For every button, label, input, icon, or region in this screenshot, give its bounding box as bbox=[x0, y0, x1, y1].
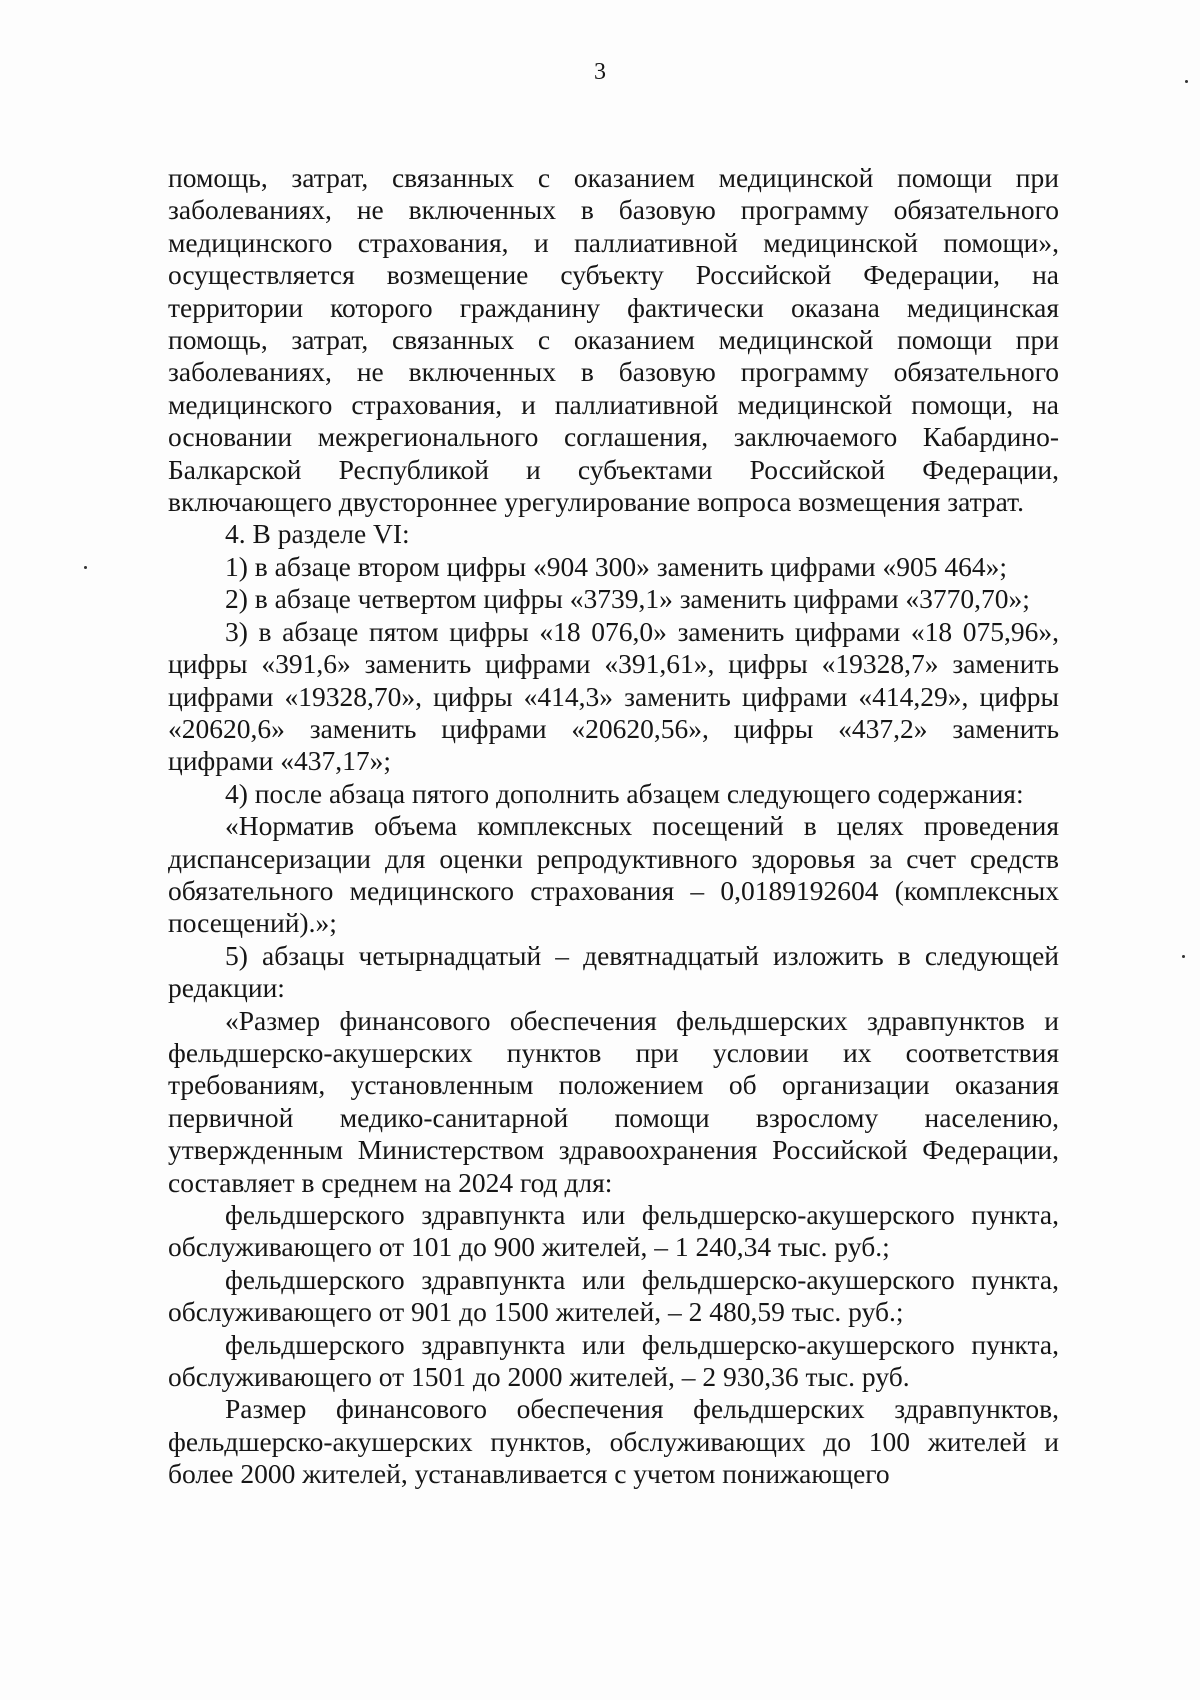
paragraph-4: 2) в абзаце четвертом цифры «3739,1» заменить цифрами «3770,70»; bbox=[225, 583, 1030, 615]
paragraph-10: фельдшерского здравпункта или фельдшерско-акушерского пункта, обслуживающего от 101 до 900 жителей, – 1 240,34 тыс. руб.; bbox=[168, 1199, 1059, 1263]
paragraph-3: 1) в абзаце втором цифры «904 300» заменить цифрами «905 464»; bbox=[225, 550, 1008, 582]
paragraph-6: 4) после абзаца пятого дополнить абзацем следующего содержания: bbox=[225, 777, 1024, 809]
paragraph-1: помощь, затрат, связанных с оказанием медицинской помощи при заболеваниях, не включенных в базовую программу обязательного медицинского страхования, и паллиативной медицинской помощи», осуществляется возмещение субъекту Российской Федерации, на территории которого гражданину фактически оказана медицинская помощь, затрат, связанных с оказанием медицинской помощи при заболеваниях, не включенных в базовую программу обязательного медицинского страхования, и паллиативной медицинской помощи, на основании межрегионального соглашения, заключаемого Кабардино-Балкарской Республикой и субъектами Российской Федерации, включающего двустороннее урегулирование вопроса возмещения затрат. bbox=[168, 162, 1059, 518]
paragraph-12: фельдшерского здравпункта или фельдшерско-акушерского пункта, обслуживающего от 1501 до 2000 жителей, – 2 930,36 тыс. руб. bbox=[168, 1328, 1059, 1393]
scan-speck bbox=[1182, 955, 1185, 958]
paragraph-11: фельдшерского здравпункта или фельдшерско-акушерского пункта, обслуживающего от 901 до 1500 жителей, – 2 480,59 тыс. руб.; bbox=[168, 1263, 1059, 1328]
scan-speck bbox=[84, 566, 87, 569]
paragraph-13: Размер финансового обеспечения фельдшерских здравпунктов, фельдшерско-акушерских пунктов, обслуживающих до 100 жителей и более 2000 жителей, устанавливается с учетом понижающего bbox=[168, 1393, 1059, 1490]
document-body bbox=[168, 162, 1059, 1491]
paragraph-7: «Норматив объема комплексных посещений в целях проведения диспансеризации для оценки репродуктивного здоровья за счет средств обязательного медицинского страхования – 0,0189192604 (комплексных посещений).»; bbox=[168, 810, 1059, 939]
scan-speck bbox=[1185, 80, 1188, 83]
paragraph-5: 3) в абзаце пятом цифры «18 076,0» заменить цифрами «18 075,96», цифры «391,6» заменить цифрами «391,61», цифры «19328,7» заменить цифрами «19328,70», цифры «414,3» заменить цифрами «414,29», цифры «20620,6» заменить цифрами «20620,56», цифры «437,2» заменить цифрами «437,17»; bbox=[168, 615, 1059, 777]
paragraph-2: 4. В разделе VI: bbox=[225, 518, 410, 550]
paragraph-9: «Размер финансового обеспечения фельдшерских здравпунктов и фельдшерско-акушерских пунктов при условии их соответствия требованиям, установленным положением об организации оказания первичной медико-санитарной помощи взрослому населению, утвержденным Министерством здравоохранения Российской Федерации, составляет в среднем на 2024 год для: bbox=[168, 1004, 1059, 1198]
page-number: 3 bbox=[594, 59, 606, 85]
paragraph-8: 5) абзацы четырнадцатый – девятнадцатый изложить в следующей редакции: bbox=[168, 939, 1059, 1004]
